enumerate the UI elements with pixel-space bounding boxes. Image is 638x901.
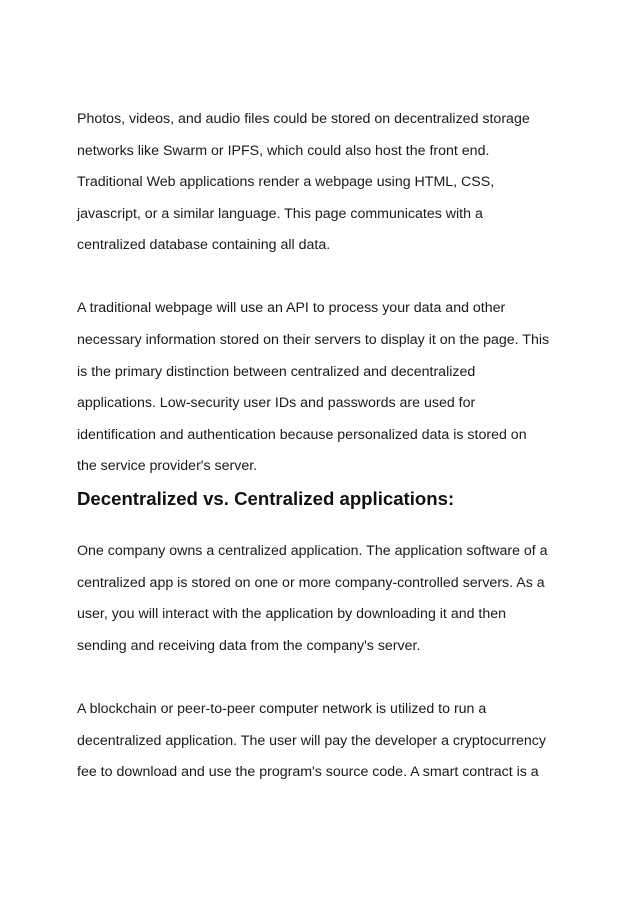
paragraph-decentralized <box>77 694 569 789</box>
text-line: Traditional Web applications render a webpage using HTML, CSS, <box>77 174 495 191</box>
text-line: One company owns a centralized application. The application software of a <box>77 543 548 560</box>
text-line: applications. Low-security user IDs and passwords are used for <box>77 395 476 412</box>
text-line: the service provider's server. <box>77 458 258 475</box>
text-line: javascript, or a similar language. This page communicates with a <box>77 205 483 222</box>
text-line: A blockchain or peer-to-peer computer network is utilized to run a <box>77 700 487 717</box>
paragraph-centralized <box>77 536 569 662</box>
text-line: identification and authentication because personalized data is stored on <box>77 426 527 443</box>
text-line: networks like Swarm or IPFS, which could also host the front end. <box>77 142 490 159</box>
text-line: necessary information stored on their servers to display it on the page. This <box>77 332 550 349</box>
paragraph-spacer <box>77 662 569 694</box>
section-heading: Decentralized vs. Centralized applications: <box>77 488 455 510</box>
paragraph-traditional-webpage <box>77 293 569 483</box>
text-line: decentralized application. The user will pay the developer a cryptocurrency <box>77 732 546 749</box>
paragraph-spacer <box>77 262 569 294</box>
text-line: centralized app is stored on one or more company-controlled servers. As a <box>77 574 545 591</box>
text-line: user, you will interact with the application by downloading it and then <box>77 606 507 623</box>
text-line: A traditional webpage will use an API to process your data and other <box>77 300 506 317</box>
text-line: sending and receiving data from the company's server. <box>77 637 421 654</box>
document-page <box>77 104 569 789</box>
heading-spacer <box>77 514 569 536</box>
text-line: Photos, videos, and audio files could be stored on decentralized storage <box>77 111 530 127</box>
paragraph-storage <box>77 104 569 262</box>
text-line: is the primary distinction between centralized and decentralized <box>77 363 476 380</box>
text-line: centralized database containing all data. <box>77 237 331 254</box>
text-line: fee to download and use the program's source code. A smart contract is a <box>77 764 539 781</box>
